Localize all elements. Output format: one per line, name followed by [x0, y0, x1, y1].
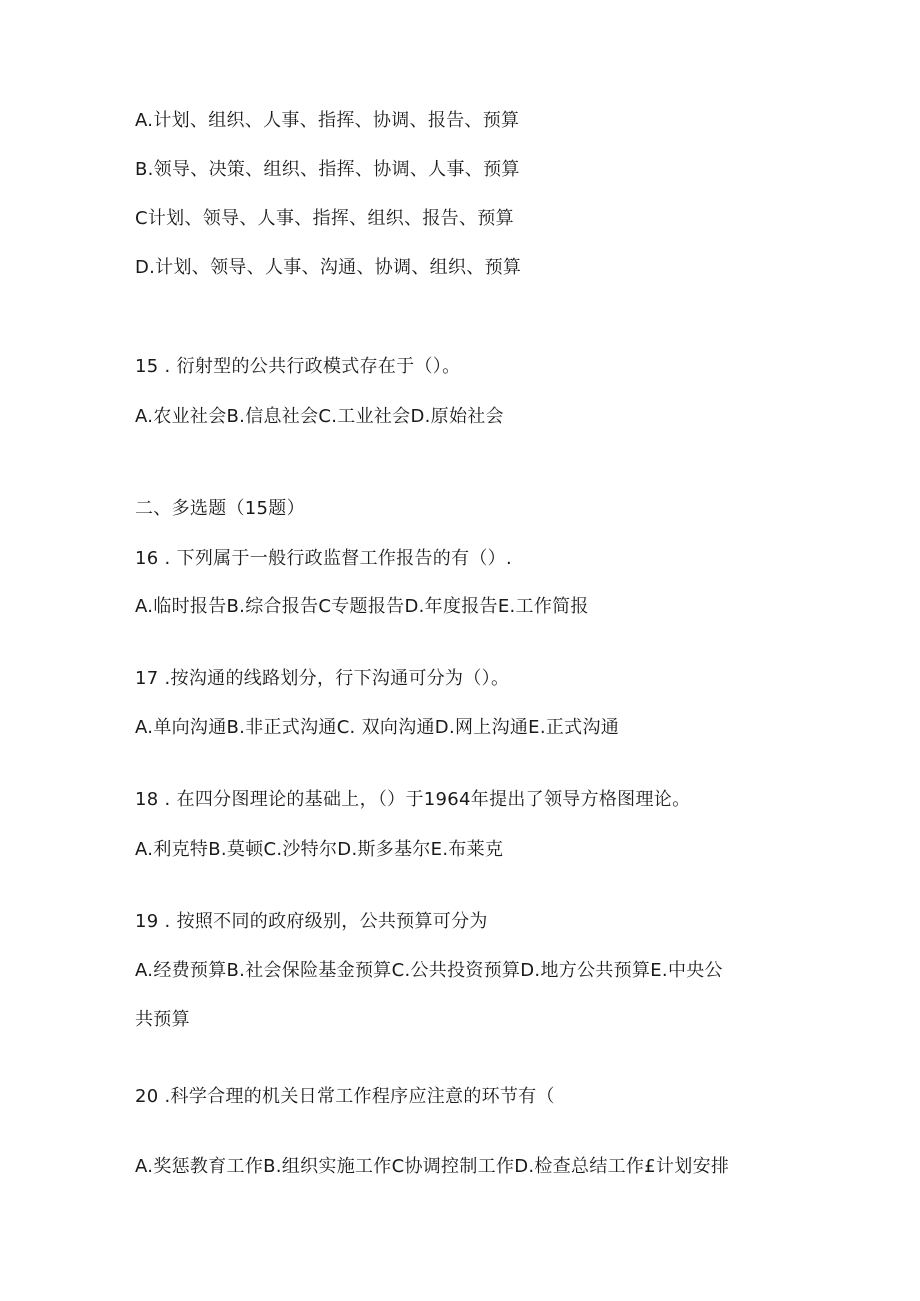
q14-option-b: B.领导、决策、组织、指挥、协调、人事、预算: [135, 159, 520, 180]
q15-options: A.农业社会B.信息社会C.工业社会D.原始社会: [135, 406, 504, 427]
section-heading-multiple-choice: 二、多选题（15题）: [135, 498, 305, 519]
q16-options: A.临时报告B.综合报告C专题报告D.年度报告E.工作简报: [135, 596, 589, 617]
q17-options: A.单向沟通B.非正式沟通C. 双向沟通D.网上沟通E.正式沟通: [135, 717, 620, 738]
q20-options: A.奖惩教育工作B.组织实施工作C协调控制工作D.检查总结工作£计划安排: [135, 1156, 730, 1177]
q17-question: 17 .按沟通的线路划分，行下沟通可分为（）。: [135, 668, 510, 689]
q14-option-c: C计划、领导、人事、指挥、组织、报告、预算: [135, 208, 514, 229]
q18-options: A.利克特B.莫顿C.沙特尔D.斯多基尔E.布莱克: [135, 839, 504, 860]
q20-question: 20 .科学合理的机关日常工作程序应注意的环节有（: [135, 1086, 555, 1107]
q19-options-line2: 共预算: [135, 1009, 190, 1030]
q14-option-a: A.计划、组织、人事、指挥、协调、报告、预算: [135, 110, 520, 131]
q19-options-line1: A.经费预算B.社会保险基金预算C.公共投资预算D.地方公共预算E.中央公: [135, 960, 723, 981]
q14-option-d: D.计划、领导、人事、沟通、协调、组织、预算: [135, 257, 522, 278]
q19-question: 19 . 按照不同的政府级别，公共预算可分为: [135, 911, 488, 932]
q18-question: 18 . 在四分图理论的基础上，（）于1964年提出了领导方格图理论。: [135, 789, 691, 810]
q15-question: 15 . 衍射型的公共行政模式存在于（）。: [135, 356, 461, 377]
q16-question: 16 . 下列属于一般行政监督工作报告的有（）.: [135, 548, 512, 569]
